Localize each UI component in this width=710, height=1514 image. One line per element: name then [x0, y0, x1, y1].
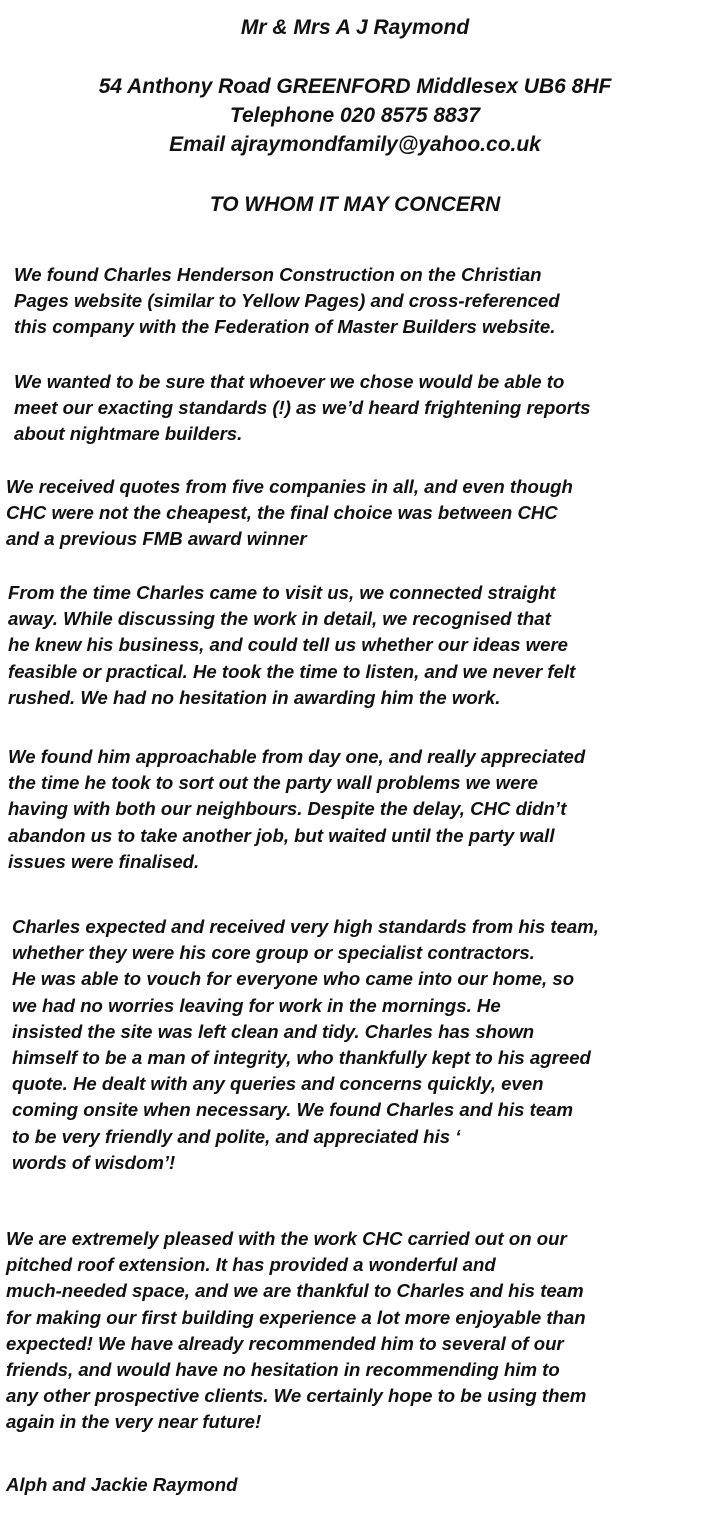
paragraph-line: this company with the Federation of Master Builders website. [14, 316, 556, 338]
paragraph-6 [12, 914, 599, 1176]
paragraph-line: again in the very near future! [6, 1411, 262, 1433]
sender-names: Mr & Mrs A J Raymond [240, 16, 470, 39]
paragraph-line: any other prospective clients. We certainly hope to be using them [6, 1385, 587, 1407]
paragraph-line: From the time Charles came to visit us, we connected straight [8, 582, 556, 603]
paragraph-line: feasible or practical. He took the time to listen, and we never felt [8, 660, 576, 682]
paragraph-line: to be very friendly and polite, and appreciated his ‘ [12, 1125, 461, 1147]
sender-address: 54 Anthony Road GREENFORD Middlesex UB6 8HF [98, 75, 612, 98]
paragraph-line: much-needed space, and we are thankful to Charles and his team [6, 1280, 584, 1302]
paragraph-line: friends, and would have no hesitation in recommending him to [6, 1359, 560, 1381]
paragraph-1 [14, 262, 560, 341]
paragraph-line: and a previous FMB award winner [6, 528, 307, 550]
signature: Alph and Jackie Raymond [6, 1474, 238, 1495]
paragraph-line: We found him approachable from day one, and really appreciated [8, 746, 586, 767]
paragraph-line: having with both our neighbours. Despite the delay, CHC didn’t [8, 798, 567, 820]
paragraph-line: coming onsite when necessary. We found Charles and his team [12, 1099, 574, 1121]
paragraph-line: he knew his business, and could tell us whether our ideas were [8, 634, 569, 656]
paragraph-line: the time he took to sort out the party wall problems we were [8, 772, 539, 794]
sender-telephone: Telephone 020 8575 8837 [229, 104, 481, 127]
paragraph-line: Charles expected and received very high standards from his team, [12, 916, 599, 937]
paragraph-line: away. While discussing the work in detail, we recognised that [8, 608, 551, 630]
paragraph-line: words of wisdom’! [12, 1151, 176, 1173]
paragraph-line: CHC were not the cheapest, the final choice was between CHC [6, 502, 558, 524]
paragraph-line: meet our exacting standards (!) as we’d heard frightening reports [14, 397, 591, 419]
paragraph-line: expected! We have already recommended him to several of our [6, 1332, 564, 1354]
paragraph-line: pitched roof extension. It has provided a wonderful and [6, 1254, 496, 1276]
paragraph-7 [6, 1226, 586, 1436]
paragraph-line: We are extremely pleased with the work CHC carried out on our [6, 1228, 567, 1249]
paragraph-line: He was able to vouch for everyone who came into our home, so [12, 968, 575, 990]
sender-email: Email ajraymondfamily@yahoo.co.uk [169, 133, 541, 156]
paragraph-3 [6, 474, 573, 553]
paragraph-line: issues were finalised. [8, 850, 200, 872]
paragraph-line: we had no worries leaving for work in the mornings. He [12, 994, 501, 1016]
paragraph-5 [8, 744, 585, 875]
paragraph-line: himself to be a man of integrity, who thankfully kept to his agreed [12, 1047, 591, 1069]
paragraph-line: We wanted to be sure that whoever we chose would be able to [14, 371, 565, 392]
paragraph-line: abandon us to take another job, but waited until the party wall [8, 824, 555, 846]
paragraph-line: about nightmare builders. [14, 423, 243, 445]
paragraph-2 [14, 369, 591, 448]
paragraph-line: whether they were his core group or specialist contractors. [12, 942, 535, 964]
salutation: TO WHOM IT MAY CONCERN [209, 193, 501, 216]
paragraph-line: Pages website (similar to Yellow Pages) and cross-referenced [14, 290, 560, 312]
paragraph-line: We found Charles Henderson Construction on the Christian [14, 264, 542, 285]
paragraph-line: quote. He dealt with any queries and concerns quickly, even [12, 1073, 544, 1095]
paragraph-4 [8, 580, 575, 711]
paragraph-line: for making our first building experience a lot more enjoyable than [6, 1306, 586, 1328]
paragraph-line: rushed. We had no hesitation in awarding him the work. [8, 686, 501, 708]
paragraph-line: We received quotes from five companies in all, and even though [6, 476, 573, 497]
paragraph-line: insisted the site was left clean and tidy. Charles has shown [12, 1020, 535, 1042]
